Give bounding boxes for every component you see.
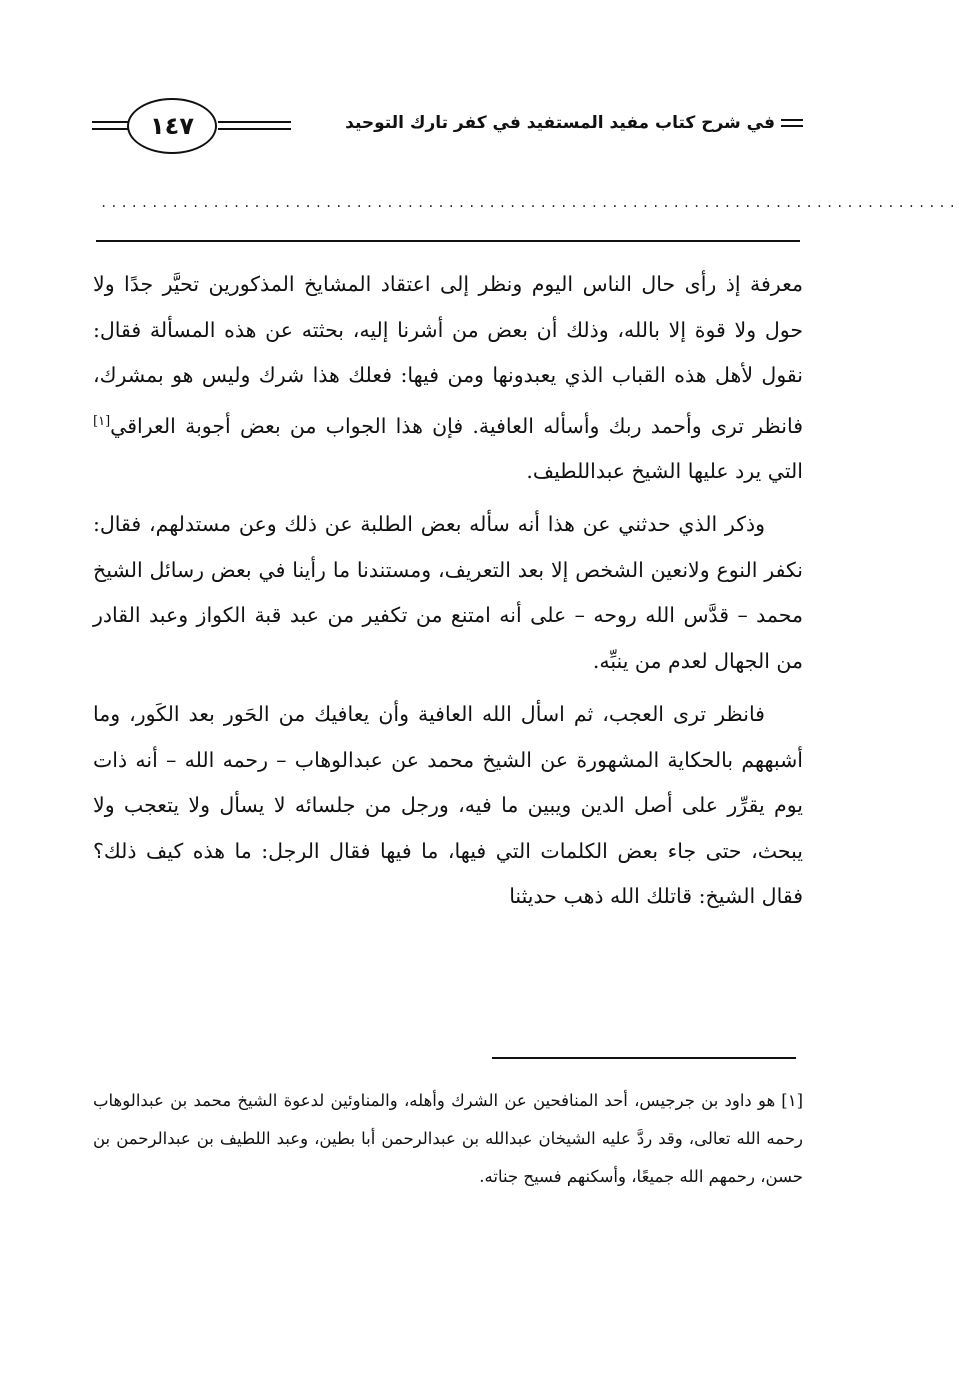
title-ornament-bars <box>781 119 803 127</box>
header-rule-left <box>92 121 128 130</box>
paragraph-1-text: معرفة إذ رأى حال الناس اليوم ونظر إلى اعتقاد المشايخ المذكورين تحيَّر جدًا ولا حول ولا قوة إلا بالله، وذلك أن بعض من أشرنا إليه، بحثته عن هذه المسألة فقال: نقول لأهل هذه القباب الذي يعبدونها ومن فيها: فعلك هذا شرك وليس هو بمشرك، فانظر ترى وأحمد ربك وأسأله العافية. فإن هذا الجواب من بعض أجوبة العراقي <box>93 272 803 438</box>
paragraph-2: وذكر الذي حدثني عن هذا أنه سأله بعض الطلبة عن ذلك وعن مستدلهم، فقال: نكفر النوع ولانعين الشخص إلا بعد التعريف، ومستندنا ما رأينا في بعض رسائل الشيخ محمد – قدَّس الله روحه – على أنه امتنع من تكفير من عبد قبة الكواز وعبد القادر من الجهال لعدم من ينبِّه. <box>93 512 803 673</box>
page-number-oval <box>127 98 217 154</box>
main-text <box>93 262 803 928</box>
paragraph-3: فانظر ترى العجب، ثم اسأل الله العافية وأن يعافيك من الحَور بعد الكَور، وما أشبههم بالحكاية المشهورة عن الشيخ محمد عن عبدالوهاب – رحمه الله – أنه ذات يوم يقرِّر على أصل الدين ويبين ما فيه، ورجل من جلسائه لا يسأل ولا يتعجب ولا يبحث، حتى جاء بعض الكلمات التي فيها، ما فيها فقال الرجل: ما هذه كيف ذلك؟ فقال الشيخ: قاتلك الله ذهب حديثنا <box>93 702 803 909</box>
header-rule-right <box>218 121 291 130</box>
footnote-text: هو داود بن جرجيس، أحد المنافحين عن الشرك وأهله، والمناوئين لدعوة الشيخ محمد بن عبدالوهاب رحمه الله تعالى، وقد ردَّ عليه الشيخان عبدالله بن عبدالرحمن أبا بطين، وعبد اللطيف بن عبدالرحمن بن حسن، رحمهم الله جميعًا، وأسكنهم فسيح جناته. <box>93 1091 803 1186</box>
footnote-divider <box>492 1057 796 1059</box>
dotted-separator: .................................................................................... <box>100 196 959 210</box>
paragraph-1-tail: التي يرد عليها الشيخ عبداللطيف. <box>526 458 803 483</box>
paragraph-1 <box>93 262 803 494</box>
running-title <box>345 113 803 133</box>
running-title-text: في شرح كتاب مفيد المستفيد في كفر تارك التوحيد <box>345 113 775 133</box>
top-divider <box>96 240 800 242</box>
footnote-reference: [١] <box>93 413 111 429</box>
footnote <box>93 1082 803 1196</box>
page-number: ١٤٧ <box>150 112 194 140</box>
footnote-number: [١] <box>781 1091 803 1110</box>
